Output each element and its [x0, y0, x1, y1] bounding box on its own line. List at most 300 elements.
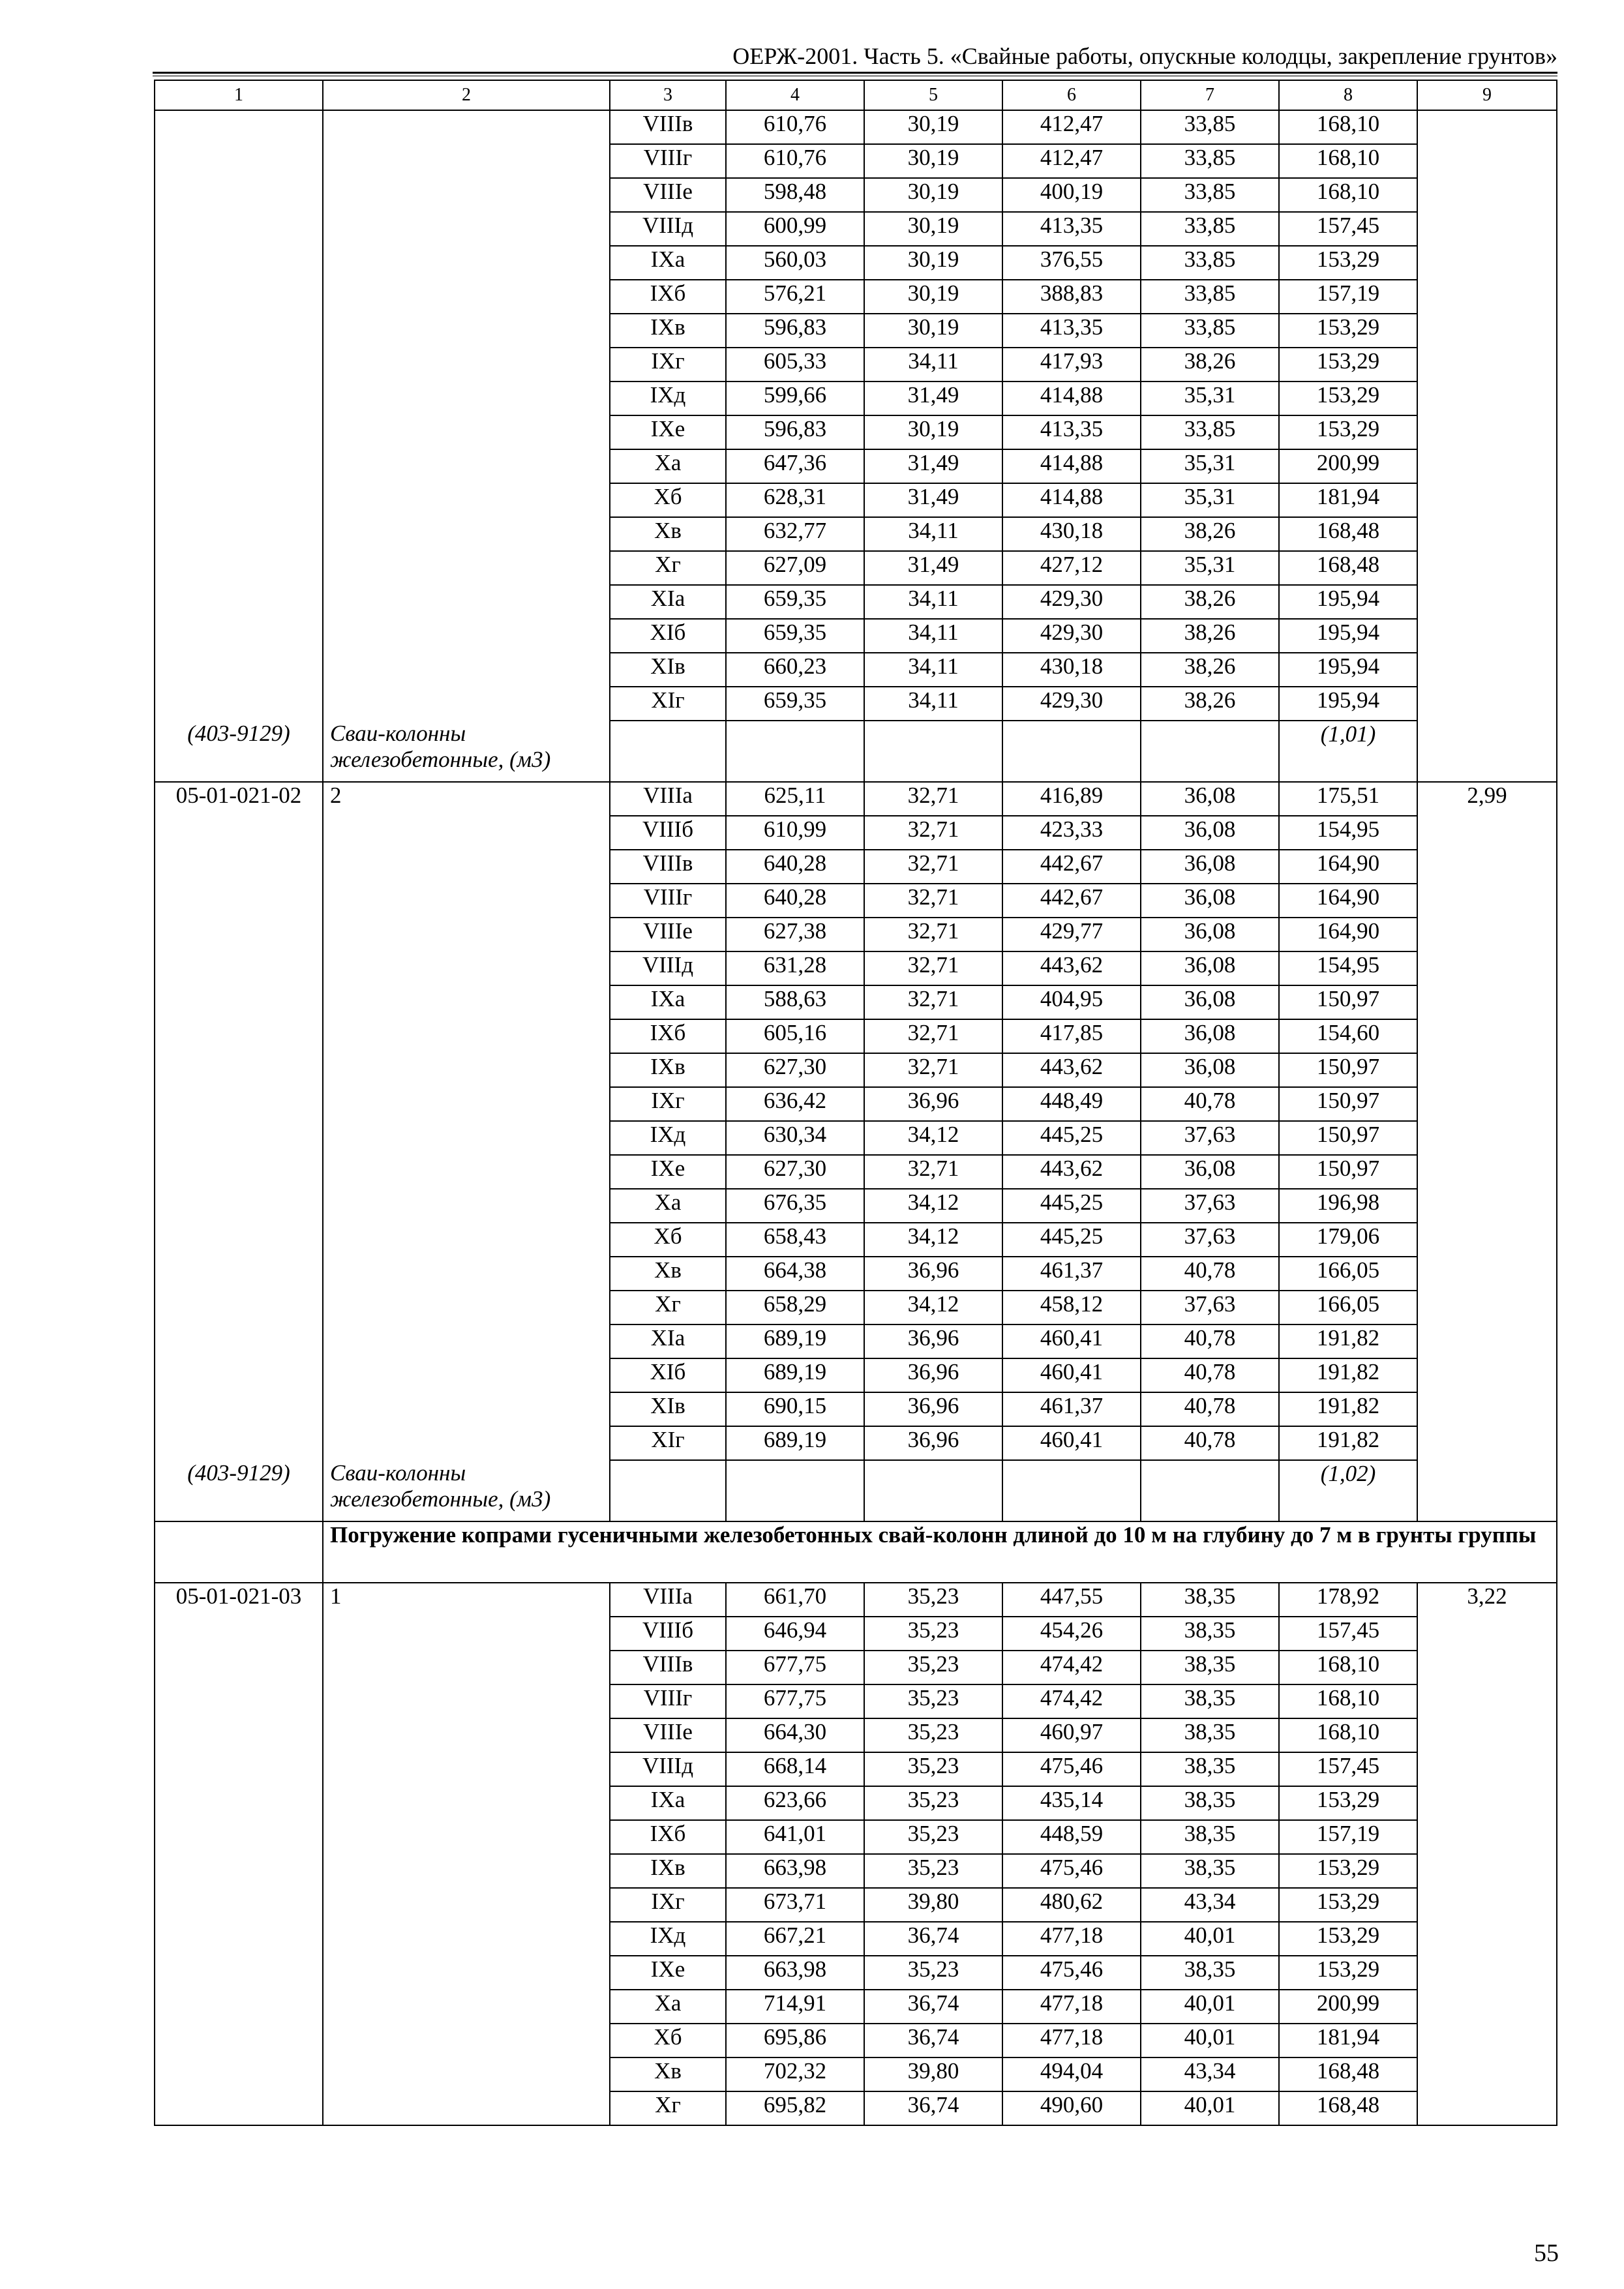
machinist-wage-cell: 36,08	[1141, 1019, 1279, 1053]
labor-cell	[1417, 1324, 1557, 1358]
labor-cell	[1417, 1426, 1557, 1460]
material-cost-cell: 168,48	[1279, 2057, 1417, 2091]
machinist-wage-cell: 36,08	[1141, 985, 1279, 1019]
ground-category-cell: Xб	[610, 483, 726, 517]
table-row	[155, 1583, 1557, 1617]
table-row	[155, 1189, 1557, 1223]
group-cell	[323, 1820, 610, 1854]
labor-cell	[1417, 1651, 1557, 1684]
machine-cost-cell: 442,67	[1002, 884, 1141, 918]
group-cell	[323, 585, 610, 619]
direct-cost-cell: 640,28	[726, 884, 864, 918]
material-cost-cell: 157,45	[1279, 212, 1417, 246]
direct-cost-cell: 661,70	[726, 1583, 864, 1617]
ground-category-cell: IXг	[610, 1888, 726, 1922]
ground-category-cell: VIIIд	[610, 212, 726, 246]
ground-category-cell: IXа	[610, 1786, 726, 1820]
code-cell	[155, 884, 323, 918]
direct-cost-cell: 627,38	[726, 918, 864, 951]
direct-cost-cell: 600,99	[726, 212, 864, 246]
material-cost-cell: 195,94	[1279, 653, 1417, 687]
machinist-wage-cell: 33,85	[1141, 178, 1279, 212]
ground-category-cell: VIIIб	[610, 1617, 726, 1651]
page-header: ОЕРЖ-2001. Часть 5. «Свайные работы, опускные колодцы, закрепление грунтов»	[732, 43, 1557, 69]
table-row	[155, 1990, 1557, 2024]
ground-category-cell: VIIIа	[610, 1583, 726, 1617]
labor-cell	[1417, 246, 1557, 280]
code-cell	[155, 2057, 323, 2091]
labor-cell	[1417, 1617, 1557, 1651]
labor-cell	[1417, 314, 1557, 348]
direct-cost-cell: 663,98	[726, 1854, 864, 1888]
group-cell	[323, 1223, 610, 1257]
material-cost-cell: 157,45	[1279, 1617, 1417, 1651]
machinist-wage-cell: 36,08	[1141, 918, 1279, 951]
group-cell	[323, 280, 610, 314]
ground-category-cell: XIб	[610, 1358, 726, 1392]
machinist-wage-cell: 36,08	[1141, 782, 1279, 816]
material-cost-cell: 200,99	[1279, 449, 1417, 483]
wage-cell: 32,71	[864, 1155, 1002, 1189]
direct-cost-cell: 610,99	[726, 816, 864, 850]
material-cost-cell: 195,94	[1279, 585, 1417, 619]
wage-cell: 32,71	[864, 951, 1002, 985]
group-cell	[323, 348, 610, 382]
code-cell	[155, 816, 323, 850]
table-row	[155, 1223, 1557, 1257]
ground-category-cell: XIа	[610, 1324, 726, 1358]
machine-cost-cell: 448,49	[1002, 1087, 1141, 1121]
direct-cost-cell: 667,21	[726, 1922, 864, 1956]
machine-cost-cell: 477,18	[1002, 1990, 1141, 2024]
code-cell	[155, 1257, 323, 1291]
direct-cost-cell: 588,63	[726, 985, 864, 1019]
machine-cost-cell: 376,55	[1002, 246, 1141, 280]
code-cell	[155, 1358, 323, 1392]
machinist-wage-cell: 38,26	[1141, 517, 1279, 551]
ground-category-cell: IXд	[610, 1922, 726, 1956]
group-cell	[323, 1358, 610, 1392]
material-cost-cell: 153,29	[1279, 1854, 1417, 1888]
direct-cost-cell: 632,77	[726, 517, 864, 551]
machinist-wage-cell: 37,63	[1141, 1121, 1279, 1155]
group-cell	[323, 178, 610, 212]
machinist-wage-cell: 36,08	[1141, 816, 1279, 850]
labor-cell	[1417, 585, 1557, 619]
group-cell	[323, 1922, 610, 1956]
machine-cost-cell: 494,04	[1002, 2057, 1141, 2091]
table-row	[155, 1651, 1557, 1684]
direct-cost-cell: 689,19	[726, 1358, 864, 1392]
direct-cost-cell: 641,01	[726, 1820, 864, 1854]
code-cell	[155, 1223, 323, 1257]
labor-cell	[1417, 1155, 1557, 1189]
ground-category-cell: IXа	[610, 246, 726, 280]
machine-cost-cell: 400,19	[1002, 178, 1141, 212]
group-cell	[323, 144, 610, 178]
direct-cost-cell: 659,35	[726, 687, 864, 721]
material-cost-cell: 168,10	[1279, 110, 1417, 144]
resource-code: (403-9129)	[155, 721, 323, 782]
material-cost-cell: 150,97	[1279, 985, 1417, 1019]
direct-cost-cell: 627,30	[726, 1053, 864, 1087]
direct-cost-cell: 598,48	[726, 178, 864, 212]
ground-category-cell: VIIIб	[610, 816, 726, 850]
material-cost-cell: 191,82	[1279, 1324, 1417, 1358]
code-cell	[155, 144, 323, 178]
labor-cell	[1417, 721, 1557, 782]
ground-category-cell: Xб	[610, 1223, 726, 1257]
wage-cell: 36,74	[864, 1990, 1002, 2024]
labor-cell	[1417, 517, 1557, 551]
material-cost-cell: 181,94	[1279, 2024, 1417, 2057]
wage-cell: 36,74	[864, 2024, 1002, 2057]
machine-cost-cell: 412,47	[1002, 144, 1141, 178]
code-cell	[155, 449, 323, 483]
machinist-wage-cell: 40,01	[1141, 1990, 1279, 2024]
group-cell: 1	[323, 1583, 610, 1617]
labor-cell	[1417, 1189, 1557, 1223]
material-cost-cell: 166,05	[1279, 1257, 1417, 1291]
table-row	[155, 687, 1557, 721]
wage-cell: 35,23	[864, 1617, 1002, 1651]
wage-cell: 36,96	[864, 1087, 1002, 1121]
table-row	[155, 517, 1557, 551]
wage-cell: 34,11	[864, 585, 1002, 619]
ground-category-cell: IXб	[610, 1820, 726, 1854]
group-cell	[323, 1426, 610, 1460]
machinist-wage-cell: 38,26	[1141, 619, 1279, 653]
group-cell	[323, 1121, 610, 1155]
direct-cost-cell: 610,76	[726, 110, 864, 144]
wage-cell: 36,74	[864, 2091, 1002, 2125]
group-cell	[323, 1617, 610, 1651]
direct-cost-cell: 690,15	[726, 1392, 864, 1426]
labor-cell	[1417, 1922, 1557, 1956]
code-cell	[155, 1922, 323, 1956]
code-cell	[155, 551, 323, 585]
machine-cost-cell: 474,42	[1002, 1684, 1141, 1718]
material-cost-cell: 153,29	[1279, 314, 1417, 348]
ground-category-cell: VIIIа	[610, 782, 726, 816]
machinist-wage-cell: 40,78	[1141, 1392, 1279, 1426]
machinist-wage-cell: 38,26	[1141, 687, 1279, 721]
group-cell	[323, 1257, 610, 1291]
group-cell	[323, 415, 610, 449]
direct-cost-cell: 677,75	[726, 1684, 864, 1718]
material-cost-cell: 153,29	[1279, 246, 1417, 280]
machine-cost-cell: 413,35	[1002, 415, 1141, 449]
code-cell	[155, 1121, 323, 1155]
labor-cell	[1417, 1460, 1557, 1521]
wage-cell: 35,23	[864, 1583, 1002, 1617]
table-row	[155, 2091, 1557, 2125]
ground-category-cell: VIIIд	[610, 1752, 726, 1786]
machinist-wage-cell: 40,78	[1141, 1426, 1279, 1460]
material-cost-cell: 168,10	[1279, 178, 1417, 212]
labor-cell	[1417, 2091, 1557, 2125]
direct-cost-cell: 560,03	[726, 246, 864, 280]
code-cell: 05-01-021-03	[155, 1583, 323, 1617]
labor-cell	[1417, 1786, 1557, 1820]
machinist-wage-cell: 37,63	[1141, 1189, 1279, 1223]
machinist-wage-cell: 38,35	[1141, 1786, 1279, 1820]
code-cell	[155, 483, 323, 517]
material-cost-cell: 150,97	[1279, 1121, 1417, 1155]
labor-cell	[1417, 653, 1557, 687]
ground-category-cell: VIIIг	[610, 884, 726, 918]
empty-cell	[726, 1460, 864, 1521]
machine-cost-cell: 460,41	[1002, 1426, 1141, 1460]
machine-cost-cell: 404,95	[1002, 985, 1141, 1019]
material-cost-cell: 164,90	[1279, 884, 1417, 918]
table-row	[155, 2057, 1557, 2091]
labor-cell	[1417, 1019, 1557, 1053]
direct-cost-cell: 605,33	[726, 348, 864, 382]
labor-cell	[1417, 619, 1557, 653]
table-row	[155, 1854, 1557, 1888]
machine-cost-cell: 414,88	[1002, 449, 1141, 483]
machinist-wage-cell: 33,85	[1141, 246, 1279, 280]
group-cell	[323, 1392, 610, 1426]
machinist-wage-cell: 35,31	[1141, 483, 1279, 517]
machine-cost-cell: 477,18	[1002, 1922, 1141, 1956]
machine-cost-cell: 475,46	[1002, 1752, 1141, 1786]
machine-cost-cell: 427,12	[1002, 551, 1141, 585]
code-cell	[155, 348, 323, 382]
direct-cost-cell: 660,23	[726, 653, 864, 687]
machinist-wage-cell: 38,35	[1141, 1956, 1279, 1990]
code-cell	[155, 1990, 323, 2024]
table-row	[155, 1291, 1557, 1324]
code-cell	[155, 415, 323, 449]
table-row	[155, 1956, 1557, 1990]
machinist-wage-cell: 40,78	[1141, 1358, 1279, 1392]
group-cell	[323, 551, 610, 585]
material-cost-cell: 175,51	[1279, 782, 1417, 816]
group-cell	[323, 1291, 610, 1324]
wage-cell: 36,96	[864, 1392, 1002, 1426]
direct-cost-cell: 623,66	[726, 1786, 864, 1820]
direct-cost-cell: 689,19	[726, 1426, 864, 1460]
direct-cost-cell: 673,71	[726, 1888, 864, 1922]
wage-cell: 35,23	[864, 1718, 1002, 1752]
material-cost-cell: 164,90	[1279, 850, 1417, 884]
ground-category-cell: VIIIг	[610, 1684, 726, 1718]
material-cost-cell: 179,06	[1279, 1223, 1417, 1257]
section-title: Погружение копрами гусеничными железобетонных свай-колонн длиной до 10 м на глубину до 7 м в грунты группы	[323, 1521, 1557, 1583]
ground-category-cell: IXд	[610, 382, 726, 415]
table-row	[155, 585, 1557, 619]
code-cell	[155, 1854, 323, 1888]
code-cell	[155, 1087, 323, 1121]
machine-cost-cell: 416,89	[1002, 782, 1141, 816]
ground-category-cell: XIг	[610, 1426, 726, 1460]
labor-cell	[1417, 1820, 1557, 1854]
ground-category-cell: VIIIв	[610, 850, 726, 884]
direct-cost-cell: 659,35	[726, 585, 864, 619]
ground-category-cell: VIIIв	[610, 1651, 726, 1684]
column-number: 2	[323, 80, 610, 110]
group-cell	[323, 918, 610, 951]
wage-cell: 32,71	[864, 884, 1002, 918]
labor-cell	[1417, 1854, 1557, 1888]
column-number: 8	[1279, 80, 1417, 110]
table-row	[155, 951, 1557, 985]
wage-cell: 34,11	[864, 653, 1002, 687]
wage-cell: 30,19	[864, 178, 1002, 212]
direct-cost-cell: 576,21	[726, 280, 864, 314]
table-row	[155, 212, 1557, 246]
resource-name: Сваи-колонны железобетонные, (м3)	[323, 721, 610, 782]
table-row	[155, 246, 1557, 280]
code-cell	[155, 585, 323, 619]
labor-cell	[1417, 1121, 1557, 1155]
labor-cell	[1417, 1392, 1557, 1426]
machine-cost-cell: 388,83	[1002, 280, 1141, 314]
wage-cell: 34,12	[864, 1121, 1002, 1155]
labor-cell	[1417, 1956, 1557, 1990]
material-cost-cell: 150,97	[1279, 1053, 1417, 1087]
machine-cost-cell: 443,62	[1002, 951, 1141, 985]
wage-cell: 35,23	[864, 1786, 1002, 1820]
labor-cell	[1417, 348, 1557, 382]
labor-cell	[1417, 212, 1557, 246]
table-row	[155, 619, 1557, 653]
group-cell	[323, 110, 610, 144]
wage-cell: 36,96	[864, 1426, 1002, 1460]
direct-cost-cell: 628,31	[726, 483, 864, 517]
wage-cell: 36,96	[864, 1324, 1002, 1358]
table-row	[155, 2024, 1557, 2057]
ground-category-cell: Xг	[610, 551, 726, 585]
group-cell	[323, 619, 610, 653]
machinist-wage-cell: 36,08	[1141, 884, 1279, 918]
direct-cost-cell: 677,75	[726, 1651, 864, 1684]
ground-category-cell: XIб	[610, 619, 726, 653]
table-row	[155, 1922, 1557, 1956]
direct-cost-cell: 596,83	[726, 415, 864, 449]
machinist-wage-cell: 40,78	[1141, 1324, 1279, 1358]
table-row	[155, 782, 1557, 816]
table-row	[155, 178, 1557, 212]
machinist-wage-cell: 37,63	[1141, 1223, 1279, 1257]
ground-category-cell: IXб	[610, 1019, 726, 1053]
machinist-wage-cell: 40,01	[1141, 2024, 1279, 2057]
ground-category-cell: IXд	[610, 1121, 726, 1155]
group-cell	[323, 687, 610, 721]
machinist-wage-cell: 35,31	[1141, 551, 1279, 585]
machinist-wage-cell: 38,26	[1141, 585, 1279, 619]
rates-table	[154, 80, 1557, 2126]
material-cost-cell: 166,05	[1279, 1291, 1417, 1324]
machine-cost-cell: 447,55	[1002, 1583, 1141, 1617]
column-number: 6	[1002, 80, 1141, 110]
group-cell	[323, 483, 610, 517]
wage-cell: 34,11	[864, 348, 1002, 382]
material-cost-cell: 157,45	[1279, 1752, 1417, 1786]
direct-cost-cell: 702,32	[726, 2057, 864, 2091]
wage-cell: 32,71	[864, 918, 1002, 951]
ground-category-cell: IXв	[610, 1854, 726, 1888]
ground-category-cell: Xг	[610, 2091, 726, 2125]
machinist-wage-cell: 33,85	[1141, 280, 1279, 314]
machinist-wage-cell: 38,35	[1141, 1684, 1279, 1718]
wage-cell: 39,80	[864, 2057, 1002, 2091]
ground-category-cell: IXб	[610, 280, 726, 314]
material-cost-cell: 153,29	[1279, 382, 1417, 415]
machine-cost-cell: 448,59	[1002, 1820, 1141, 1854]
code-cell	[155, 985, 323, 1019]
direct-cost-cell: 695,82	[726, 2091, 864, 2125]
material-cost-cell: 178,92	[1279, 1583, 1417, 1617]
direct-cost-cell: 631,28	[726, 951, 864, 985]
labor-cell	[1417, 951, 1557, 985]
direct-cost-cell: 627,30	[726, 1155, 864, 1189]
machinist-wage-cell: 33,85	[1141, 110, 1279, 144]
direct-cost-cell: 610,76	[726, 144, 864, 178]
direct-cost-cell: 663,98	[726, 1956, 864, 1990]
machinist-wage-cell: 38,35	[1141, 1651, 1279, 1684]
table-row	[155, 314, 1557, 348]
ground-category-cell: IXв	[610, 1053, 726, 1087]
wage-cell: 36,96	[864, 1257, 1002, 1291]
ground-category-cell: XIв	[610, 1392, 726, 1426]
column-number: 7	[1141, 80, 1279, 110]
group-cell	[323, 1155, 610, 1189]
table-row	[155, 1392, 1557, 1426]
labor-cell	[1417, 850, 1557, 884]
code-cell	[155, 314, 323, 348]
wage-cell: 32,71	[864, 985, 1002, 1019]
material-cost-cell: 168,10	[1279, 1718, 1417, 1752]
labor-cell	[1417, 816, 1557, 850]
group-cell	[323, 2057, 610, 2091]
machinist-wage-cell: 35,31	[1141, 382, 1279, 415]
group-cell	[323, 2091, 610, 2125]
direct-cost-cell: 605,16	[726, 1019, 864, 1053]
code-cell	[155, 1956, 323, 1990]
machine-cost-cell: 435,14	[1002, 1786, 1141, 1820]
material-cost-cell: 168,10	[1279, 1684, 1417, 1718]
material-cost-cell: 191,82	[1279, 1426, 1417, 1460]
machinist-wage-cell: 40,78	[1141, 1087, 1279, 1121]
group-cell	[323, 653, 610, 687]
material-cost-cell: 191,82	[1279, 1358, 1417, 1392]
machine-cost-cell: 480,62	[1002, 1888, 1141, 1922]
wage-cell: 30,19	[864, 415, 1002, 449]
wage-cell: 35,23	[864, 1651, 1002, 1684]
ground-category-cell: Xв	[610, 2057, 726, 2091]
code-cell	[155, 1019, 323, 1053]
table-row	[155, 653, 1557, 687]
table-row	[155, 1426, 1557, 1460]
empty-cell	[726, 721, 864, 782]
labor-cell: 3,22	[1417, 1583, 1557, 1617]
table-row	[155, 144, 1557, 178]
material-cost-cell: 153,29	[1279, 348, 1417, 382]
machine-cost-cell: 475,46	[1002, 1956, 1141, 1990]
group-cell	[323, 985, 610, 1019]
machinist-wage-cell: 33,85	[1141, 144, 1279, 178]
labor-cell	[1417, 884, 1557, 918]
table-row	[155, 1820, 1557, 1854]
code-cell	[155, 1888, 323, 1922]
material-cost-cell: 157,19	[1279, 280, 1417, 314]
machine-cost-cell: 460,41	[1002, 1324, 1141, 1358]
machine-cost-cell: 461,37	[1002, 1257, 1141, 1291]
table-row	[155, 884, 1557, 918]
